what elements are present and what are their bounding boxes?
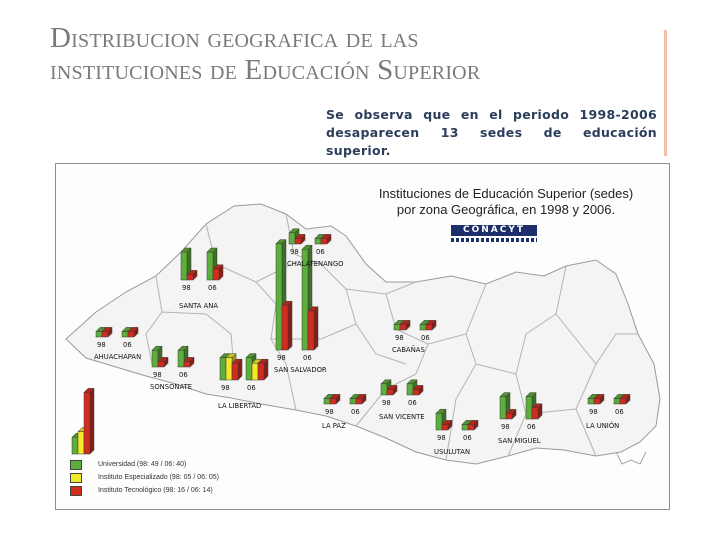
department-outlines [66, 204, 660, 464]
department-label: SAN VICENTE [379, 413, 425, 421]
bar [232, 359, 242, 380]
map-figure [55, 163, 670, 510]
department-label: CHALATENANGO [287, 260, 344, 268]
year-label-06: 06 [179, 371, 188, 379]
department-label: SONSONATE [150, 383, 193, 391]
department-label: LA UNIÓN [586, 422, 620, 430]
year-label-06: 06 [351, 408, 360, 416]
legend-label: Instituto Tecnológico (98: 16 / 06: 14) [98, 487, 213, 494]
legend-item-universidad [70, 458, 219, 471]
map-title [356, 186, 656, 218]
year-label-06: 06 [316, 248, 325, 256]
year-label-06: 06 [527, 423, 536, 431]
year-label-98: 98 [382, 399, 391, 407]
year-label-98: 98 [290, 248, 299, 256]
year-label-98: 98 [277, 354, 286, 362]
bar [282, 301, 292, 350]
department-label: SANTA ANA [179, 302, 218, 310]
conacyt-logo [451, 225, 537, 245]
year-label-06: 06 [303, 354, 312, 362]
legend-swatch [70, 460, 82, 470]
year-label-98: 98 [395, 334, 404, 342]
year-label-98: 98 [325, 408, 334, 416]
legend-swatch [70, 486, 82, 496]
slide-title: Distribucion geografica de las instituciones de Educación Superior [50, 22, 481, 86]
department-label: USULUTAN [434, 448, 471, 456]
year-label-98: 98 [589, 408, 598, 416]
legend [70, 458, 219, 497]
logo-text: CONACYT [451, 225, 537, 236]
slide-note: Se observa que en el periodo 1998-2006 desaparecen 13 sedes de educación superior. [326, 107, 657, 158]
year-label-98: 98 [221, 384, 230, 392]
bar [84, 388, 94, 454]
year-label-98: 98 [437, 434, 446, 442]
accent-bar [664, 30, 667, 156]
department-label: SAN SALVADOR [274, 366, 327, 374]
legend-label: Universidad (98: 49 / 06: 40) [98, 461, 187, 468]
year-label-06: 06 [247, 384, 256, 392]
year-label-06: 06 [123, 341, 132, 349]
department-label: SAN MIGUEL [498, 437, 541, 445]
department-label: AHUACHAPAN [94, 353, 142, 361]
year-label-06: 06 [408, 399, 417, 407]
map-title-line2: por zona Geográfica, en 1998 y 2006. [396, 202, 616, 217]
bar [258, 359, 268, 380]
year-label-06: 06 [615, 408, 624, 416]
bar [308, 307, 318, 350]
year-label-98: 98 [182, 284, 191, 292]
year-label-98: 98 [97, 341, 106, 349]
year-label-06: 06 [208, 284, 217, 292]
legend-swatch [70, 473, 82, 483]
year-label-98: 98 [501, 423, 510, 431]
legend-item-especializado [70, 471, 219, 484]
bar [213, 265, 223, 280]
legend-item-tecnologico [70, 484, 219, 497]
year-label-98: 98 [153, 371, 162, 379]
year-label-06: 06 [421, 334, 430, 342]
department-label: LA LIBERTAD [218, 402, 262, 410]
coastline-detail [616, 452, 646, 464]
map-title-line1: Instituciones de Educación Superior (sedes) [378, 186, 634, 201]
department-label: LA PAZ [322, 422, 346, 430]
department-label: CABAÑAS [392, 346, 425, 354]
year-label-06: 06 [463, 434, 472, 442]
bar [532, 404, 542, 419]
logo-subline [451, 238, 537, 242]
legend-label: Instituto Especializado (98: 05 / 06: 05) [98, 474, 220, 481]
